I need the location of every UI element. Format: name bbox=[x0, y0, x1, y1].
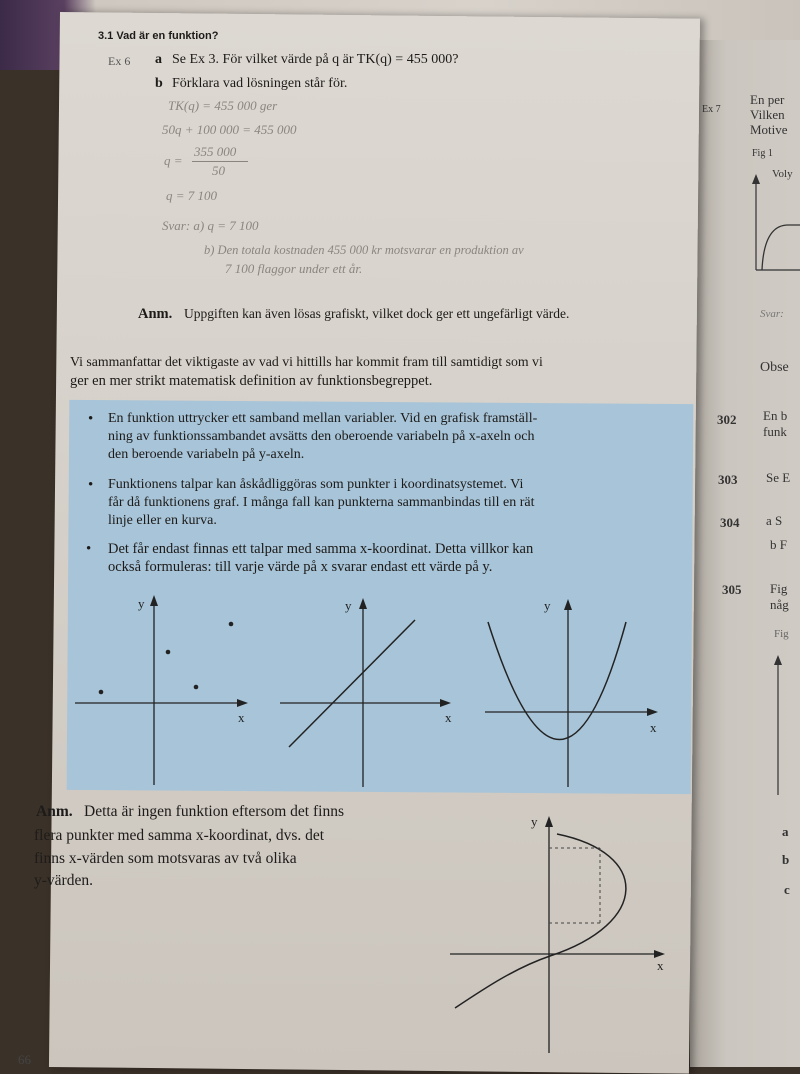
y-axis-label: y bbox=[138, 596, 145, 611]
rp-305-line-1: Fig bbox=[770, 581, 788, 596]
x-axis-arrow bbox=[647, 708, 658, 716]
bullet-marker: • bbox=[86, 541, 92, 557]
bullet-2-line-3: linje eller en kurva. bbox=[108, 513, 217, 528]
bullet-marker: • bbox=[88, 477, 94, 493]
rp-volume-label: Voly bbox=[772, 168, 793, 180]
running-head: 3.1 Vad är en funktion? bbox=[98, 30, 219, 42]
note2-line-1: Detta är ingen funktion eftersom det finns bbox=[84, 803, 344, 820]
y-axis-label: y bbox=[345, 598, 352, 613]
rp-302-line-1: En b bbox=[763, 408, 788, 423]
graph-scatter bbox=[70, 590, 260, 790]
note2-line-3: finns x-värden som motsvaras av två olika bbox=[34, 850, 297, 867]
note2-label: Anm. bbox=[36, 803, 73, 820]
rp-fig: Fig bbox=[774, 628, 789, 640]
answer-b-line-1: b) Den totala kostnaden 455 000 kr motsvarar en produktion av bbox=[204, 243, 524, 257]
rp-304-number: 304 bbox=[720, 515, 740, 530]
point bbox=[194, 685, 199, 690]
graph-not-function bbox=[445, 808, 685, 1058]
fraction-bar bbox=[192, 161, 248, 162]
bullet-2-line-1: Funktionens talpar kan åskådliggöras som punkter i koordinatsystemet. Vi bbox=[108, 477, 524, 492]
rp-305-number: 305 bbox=[722, 582, 742, 597]
rp-letter-b: b bbox=[782, 852, 790, 867]
rp-obse: Obse bbox=[760, 360, 789, 375]
note2-line-2: flera punkter med samma x-koordinat, dvs. det bbox=[34, 827, 325, 844]
y-axis-label: y bbox=[544, 598, 551, 613]
point bbox=[229, 622, 234, 627]
graph-line bbox=[275, 592, 465, 792]
summary-line-2: ger en mer strikt matematisk definition av funktionsbegreppet. bbox=[70, 373, 433, 389]
bullet-2-line-2: får då funktionens graf. I många fall kan punkterna sammanbindas till en rät bbox=[108, 495, 535, 510]
y-axis-label: y bbox=[531, 814, 538, 829]
bullet-1-line-2: ning av funktionssambandet avsätts den oberoende variabeln på x-axeln och bbox=[108, 429, 535, 444]
rp-letter-c: c bbox=[784, 882, 790, 897]
x-axis-label: x bbox=[238, 710, 245, 725]
rp-fig1-graph bbox=[748, 170, 800, 280]
rp-svar: Svar: bbox=[760, 308, 784, 320]
solution-result: q = 7 100 bbox=[166, 188, 218, 203]
x-axis-label: x bbox=[445, 710, 452, 725]
rp-305-line-2: någ bbox=[770, 597, 789, 612]
bullet-1-line-1: En funktion uttrycker ett samband mellan variabler. Vid en grafisk framställ- bbox=[108, 411, 538, 426]
example-b-letter: b bbox=[155, 76, 163, 91]
curve bbox=[762, 225, 800, 270]
note1-label: Anm. bbox=[138, 306, 173, 322]
rp-fig1: Fig 1 bbox=[752, 148, 773, 159]
bullet-2 bbox=[108, 476, 534, 530]
bullet-3-line-1: Det får endast finnas ett talpar med samma x-koordinat. Detta villkor kan bbox=[108, 541, 534, 557]
fraction-denominator: 50 bbox=[212, 163, 225, 178]
example-a-text: Se Ex 3. För vilket värde på q är TK(q) = 455 000? bbox=[172, 52, 459, 67]
summary-line-1: Vi sammanfattar det viktigaste av vad vi hittills har kommit fram till samtidigt som vi bbox=[70, 354, 543, 369]
graph-parabola bbox=[480, 592, 670, 792]
note1-text: Uppgiften kan även lösas grafiskt, vilket dock ger ett ungefärligt värde. bbox=[184, 306, 570, 321]
rp-304-a: a S bbox=[766, 513, 783, 528]
rp-302-line-2: funk bbox=[763, 424, 787, 439]
fraction-lhs: q = bbox=[164, 153, 183, 168]
bullet-3-line-2: också formuleras: till varje värde på x svarar endast ett värde på y. bbox=[108, 559, 493, 575]
rp-ex7-line-1: En per bbox=[750, 92, 785, 107]
solution-step-1: TK(q) = 455 000 ger bbox=[168, 98, 278, 113]
bullet-1-line-3: den beroende variabeln på y-axeln. bbox=[108, 447, 305, 462]
rp-303-text: Se E bbox=[766, 470, 791, 485]
solution-step-2: 50q + 100 000 = 455 000 bbox=[162, 122, 297, 137]
example-label: Ex 6 bbox=[108, 54, 131, 68]
rp-ex7-line-2: Vilken bbox=[750, 107, 785, 122]
x-axis-arrow bbox=[654, 950, 665, 958]
x-axis-label: x bbox=[657, 958, 664, 973]
rp-303-number: 303 bbox=[718, 472, 738, 487]
rp-fig-graph bbox=[770, 650, 800, 800]
y-axis-arrow bbox=[774, 655, 782, 665]
y-axis-arrow bbox=[545, 816, 553, 827]
point bbox=[99, 690, 104, 695]
rp-letter-a: a bbox=[782, 824, 789, 839]
y-axis-arrow bbox=[752, 174, 760, 184]
rp-ex7-line-3: Motive bbox=[750, 122, 788, 137]
bullet-1 bbox=[108, 410, 537, 464]
y-axis-arrow bbox=[150, 595, 158, 606]
y-axis-arrow bbox=[564, 599, 572, 610]
answer-b-line-2: 7 100 flaggor under ett år. bbox=[225, 261, 363, 276]
bullet-marker: • bbox=[88, 411, 94, 427]
page-number: 66 bbox=[18, 1052, 31, 1067]
parabola-graph bbox=[488, 622, 626, 740]
answer-a: Svar: a) q = 7 100 bbox=[162, 218, 259, 233]
rp-ex7-label: Ex 7 bbox=[702, 104, 721, 115]
x-axis-arrow bbox=[440, 699, 451, 707]
rp-304-b: b F bbox=[770, 537, 787, 552]
y-axis-arrow bbox=[359, 598, 367, 609]
x-axis-arrow bbox=[237, 699, 248, 707]
point bbox=[166, 650, 171, 655]
example-b-text: Förklara vad lösningen står för. bbox=[172, 76, 348, 91]
note2-line-4: y-värden. bbox=[34, 872, 93, 889]
bullet-3 bbox=[108, 540, 533, 576]
example-a-letter: a bbox=[155, 52, 162, 67]
rp-302-number: 302 bbox=[717, 412, 737, 427]
x-axis-label: x bbox=[650, 720, 657, 735]
linear-graph bbox=[289, 620, 415, 747]
fraction-numerator: 355 000 bbox=[194, 144, 237, 159]
